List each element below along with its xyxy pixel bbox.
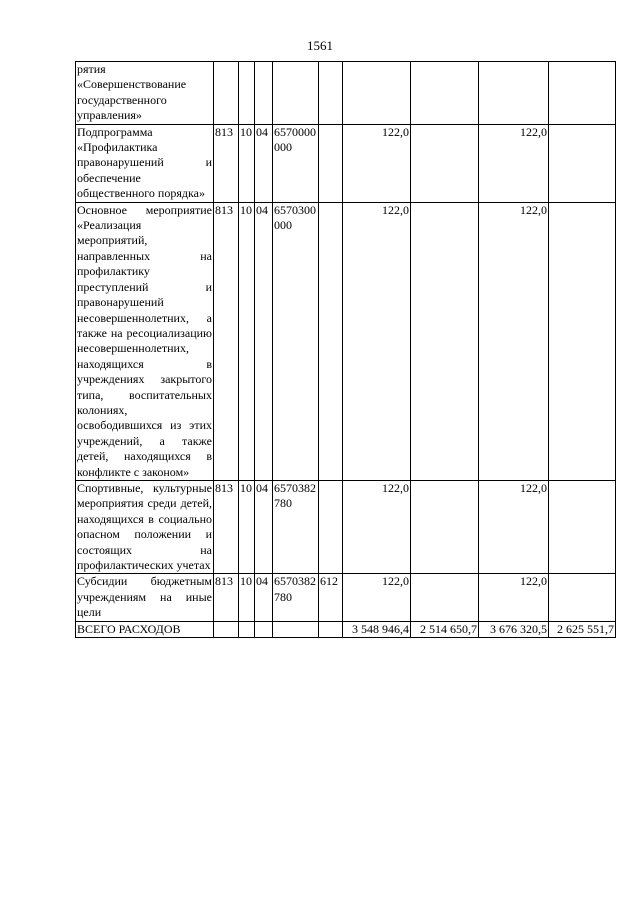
total-row <box>76 621 616 637</box>
expense-type-code <box>319 124 343 202</box>
amount-4 <box>549 62 616 125</box>
expense-type-code <box>319 202 343 480</box>
target-article-code: 6570000000 <box>273 124 319 202</box>
row-name: рятия «Совершенствование государственного управления» <box>76 62 214 125</box>
subsection-code: 04 <box>255 202 273 480</box>
empty-cell <box>214 621 239 637</box>
section-code: 10 <box>239 574 255 621</box>
amount-2 <box>411 202 479 480</box>
amount-3: 122,0 <box>479 480 549 573</box>
admin-code: 813 <box>214 480 239 573</box>
subsection-code: 04 <box>255 124 273 202</box>
admin-code: 813 <box>214 574 239 621</box>
row-name: Подпрограмма «Профилактика правонарушений и обеспечение общественного порядка» <box>77 124 212 201</box>
expense-type-code: 612 <box>319 574 343 621</box>
table-row <box>76 574 616 621</box>
expense-type-code <box>319 62 343 125</box>
amount-2 <box>411 124 479 202</box>
subsection-code: 04 <box>255 480 273 573</box>
row-name: Спортивные, культурные мероприятия среди детей, находящихся в социально опасном положении и состоящих на профилактических учетах <box>77 480 212 572</box>
section-code: 10 <box>239 124 255 202</box>
empty-cell <box>239 621 255 637</box>
table-row <box>76 124 616 202</box>
subsection-code <box>255 62 273 125</box>
amount-4 <box>549 480 616 573</box>
total-label: ВСЕГО РАСХОДОВ <box>76 621 214 637</box>
amount-1: 122,0 <box>343 480 411 573</box>
section-code: 10 <box>239 480 255 573</box>
admin-code: 813 <box>214 202 239 480</box>
target-article-code: 6570300000 <box>273 202 319 480</box>
table-row <box>76 480 616 573</box>
amount-1: 122,0 <box>343 124 411 202</box>
table-row <box>76 202 616 480</box>
amount-1: 122,0 <box>343 574 411 621</box>
empty-cell <box>273 621 319 637</box>
table-row <box>76 62 616 125</box>
amount-1 <box>343 62 411 125</box>
amount-1: 122,0 <box>343 202 411 480</box>
empty-cell <box>255 621 273 637</box>
target-article-code <box>273 62 319 125</box>
amount-3 <box>479 62 549 125</box>
total-amount-3: 3 676 320,5 <box>479 621 549 637</box>
budget-table <box>75 61 616 638</box>
total-amount-4: 2 625 551,7 <box>549 621 616 637</box>
total-amount-1: 3 548 946,4 <box>343 621 411 637</box>
row-name: Основное мероприятие «Реализация мероприятий, направленных на профилактику преступлений и правонарушений несовершеннолетних, а также на ресоциализацию несовершеннолетних, находящихся в учреждениях закрытого типа, воспитательных колониях, освободившихся из этих учреждений, а также детей, находящихся в конфликте с законом» <box>77 202 212 479</box>
row-name: Субсидии бюджетным учреждениям на иные цели <box>77 574 212 620</box>
empty-cell <box>319 621 343 637</box>
amount-2 <box>411 480 479 573</box>
amount-3: 122,0 <box>479 124 549 202</box>
amount-2 <box>411 62 479 125</box>
subsection-code: 04 <box>255 574 273 621</box>
amount-3: 122,0 <box>479 574 549 621</box>
amount-3: 122,0 <box>479 202 549 480</box>
target-article-code: 6570382780 <box>273 480 319 573</box>
target-article-code: 6570382780 <box>273 574 319 621</box>
section-code: 10 <box>239 202 255 480</box>
admin-code: 813 <box>214 124 239 202</box>
amount-4 <box>549 124 616 202</box>
admin-code <box>214 62 239 125</box>
section-code <box>239 62 255 125</box>
page-number: 1561 <box>307 38 333 53</box>
amount-2 <box>411 574 479 621</box>
total-amount-2: 2 514 650,7 <box>411 621 479 637</box>
amount-4 <box>549 202 616 480</box>
expense-type-code <box>319 480 343 573</box>
amount-4 <box>549 574 616 621</box>
